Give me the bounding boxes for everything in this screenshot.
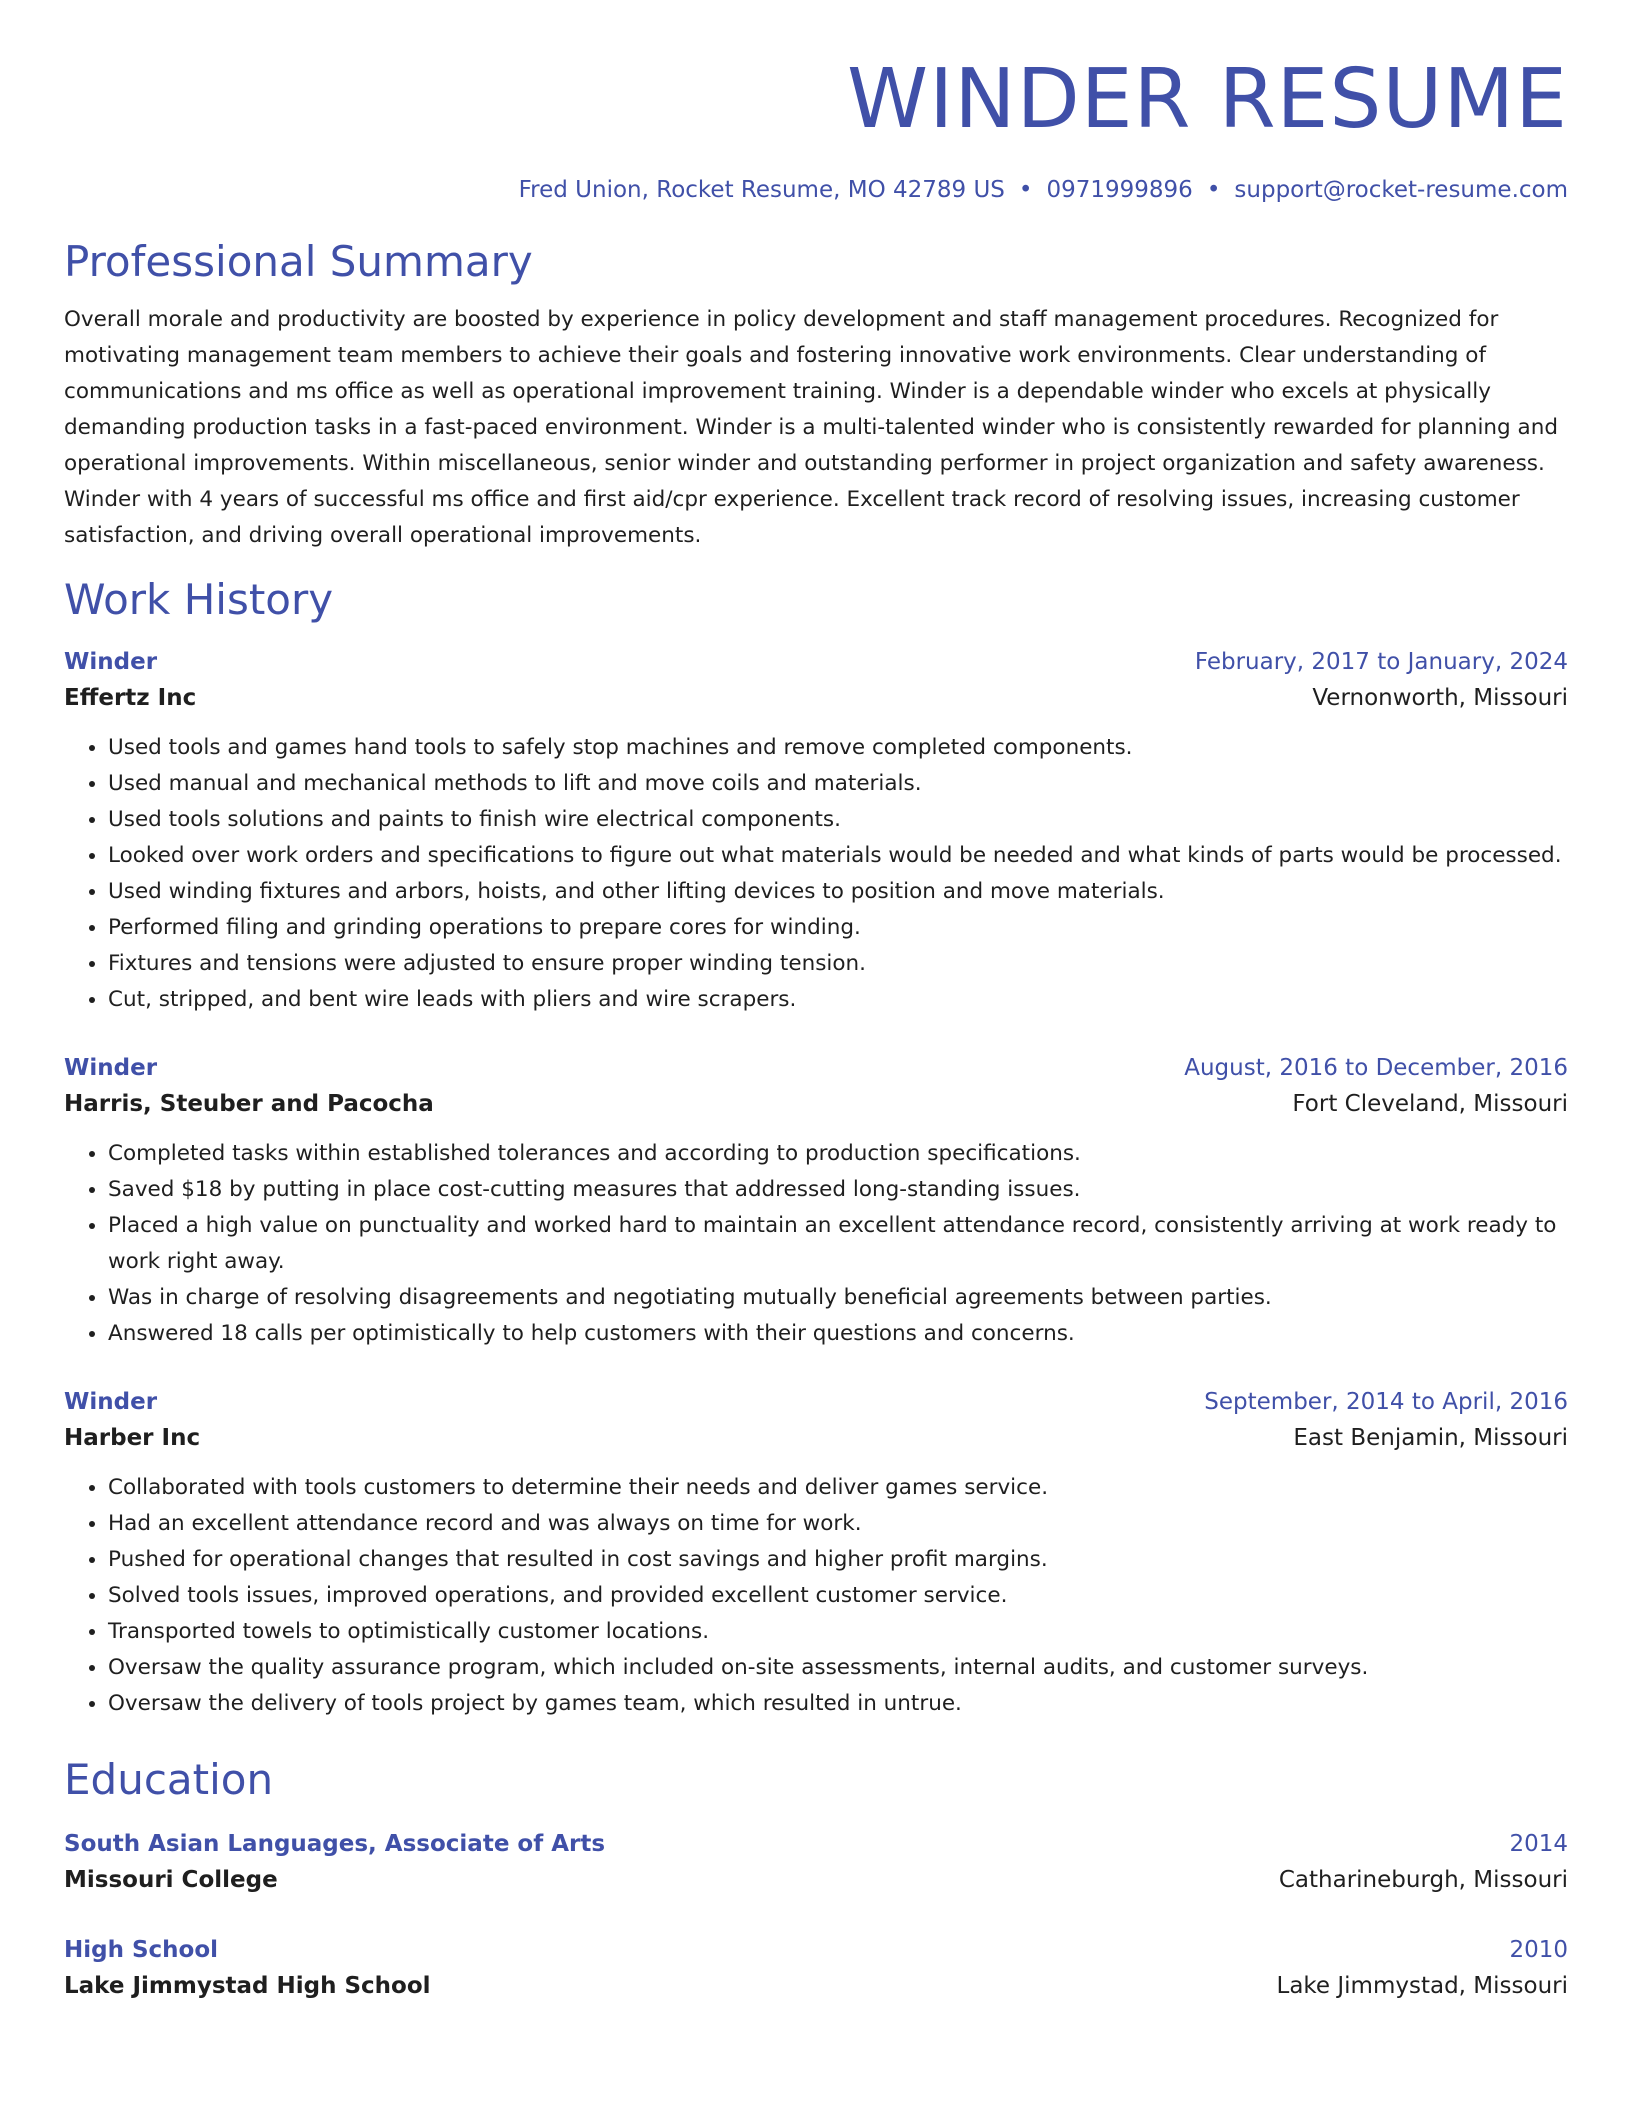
job-bullet: • Oversaw the delivery of tools project by games team, which resulted in untrue. [108,1686,1568,1722]
job-entry [64,1384,1568,1722]
job-title-row [64,644,1568,680]
job-title: Winder [64,1389,158,1415]
resume-name: WINDER RESUME [846,52,1568,147]
job-title-row [64,1384,1568,1420]
job-bullet: • Fixtures and tensions were adjusted to ensure proper winding tension. [108,946,1568,982]
job-bullet: • Pushed for operational changes that resulted in cost savings and higher profit margins. [108,1542,1568,1578]
job-bullet: • Collaborated with tools customers to determine their needs and deliver games service. [108,1470,1568,1506]
education-school-row [64,1968,1568,2004]
job-bullet: • Was in charge of resolving disagreements and negotiating mutually beneficial agreements between parties. [108,1280,1568,1316]
job-bullet: • Looked over work orders and specifications to figure out what materials would be needed and what kinds of parts would be processed. [108,838,1568,874]
contact-separator: • [1206,177,1221,203]
job-bullet: • Used winding fixtures and arbors, hoists, and other lifting devices to position and move materials. [108,874,1568,910]
contact-phone: 0971999896 [1046,177,1193,203]
job-bullet: • Completed tasks within established tolerances and according to production specifications. [108,1136,1568,1172]
job-bullet: • Transported towels to optimistically customer locations. [108,1614,1568,1650]
education-degree-row [64,1826,1568,1862]
contact-address: Fred Union, Rocket Resume, MO 42789 US [518,177,1005,203]
job-bullet-list [64,1470,1568,1722]
education-heading: Education [64,1755,274,1804]
job-company: Harber Inc [64,1425,201,1451]
education-degree: High School [64,1937,219,1963]
job-bullet-list [64,1136,1568,1352]
job-entry [64,1050,1568,1352]
job-bullet: • Performed filing and grinding operations to prepare cores for winding. [108,910,1568,946]
job-bullet: • Saved $18 by putting in place cost-cutting measures that addressed long-standing issues. [108,1172,1568,1208]
job-bullet: • Used tools and games hand tools to safely stop machines and remove completed components. [108,730,1568,766]
job-bullet: • Placed a high value on punctuality and worked hard to maintain an excellent attendance record, consistently arriving at work ready to work right away. [108,1208,1568,1280]
job-location: Fort Cleveland, Missouri [1292,1091,1568,1117]
job-location: East Benjamin, Missouri [1293,1425,1568,1451]
job-bullet: • Oversaw the quality assurance program, which included on-site assessments, internal audits, and customer surveys. [108,1650,1568,1686]
job-company-row [64,1086,1568,1122]
education-degree: South Asian Languages, Associate of Arts [64,1831,606,1857]
job-bullet: • Answered 18 calls per optimistically to help customers with their questions and concerns. [108,1316,1568,1352]
education-entry [64,1826,1568,1898]
job-dates: September, 2014 to April, 2016 [1204,1389,1568,1415]
education-location: Lake Jimmystad, Missouri [1276,1973,1568,1999]
job-entry [64,644,1568,1018]
education-year: 2014 [1509,1831,1568,1857]
education-degree-row [64,1932,1568,1968]
job-bullet: • Used tools solutions and paints to finish wire electrical components. [108,802,1568,838]
job-company: Effertz Inc [64,685,197,711]
summary-text: Overall morale and productivity are boosted by experience in policy development and staff management procedures. Recognized for motivating management team members to achieve their goals and fostering innovative work environments. Clear understanding of communications and ms office as well as operational improvement training. Winder is a dependable winder who excels at physically demanding production tasks in a fast-paced environment. Winder is a multi-talented winder who is consistently rewarded for planning and operational improvements. Within miscellaneous, senior winder and outstanding performer in project organization and safety awareness. Winder with 4 years of successful ms office and first aid/cpr experience. Excellent track record of resolving issues, increasing customer satisfaction, and driving overall operational improvements. [64,307,1558,548]
education-school: Missouri College [64,1867,278,1893]
contact-line [64,174,1568,206]
job-company-row [64,1420,1568,1456]
job-bullet: • Had an excellent attendance record and was always on time for work. [108,1506,1568,1542]
job-dates: August, 2016 to December, 2016 [1184,1055,1568,1081]
job-dates: February, 2017 to January, 2024 [1194,649,1568,675]
job-bullet-list [64,730,1568,1018]
work-history-heading: Work History [64,575,334,624]
job-title: Winder [64,649,158,675]
education-location: Catharineburgh, Missouri [1278,1867,1568,1893]
job-bullet: • Used manual and mechanical methods to lift and move coils and materials. [108,766,1568,802]
job-company-row [64,680,1568,716]
job-title: Winder [64,1055,158,1081]
education-year: 2010 [1509,1937,1568,1963]
job-bullet: • Cut, stripped, and bent wire leads with pliers and wire scrapers. [108,982,1568,1018]
job-location: Vernonworth, Missouri [1312,685,1568,711]
education-school-row [64,1862,1568,1898]
contact-email: support@rocket-resume.com [1234,177,1568,203]
job-title-row [64,1050,1568,1086]
education-school: Lake Jimmystad High School [64,1973,431,1999]
summary-heading: Professional Summary [64,237,533,286]
education-entry [64,1932,1568,2004]
job-company: Harris, Steuber and Pacocha [64,1091,434,1117]
job-bullet: • Solved tools issues, improved operations, and provided excellent customer service. [108,1578,1568,1614]
contact-separator: • [1018,177,1033,203]
